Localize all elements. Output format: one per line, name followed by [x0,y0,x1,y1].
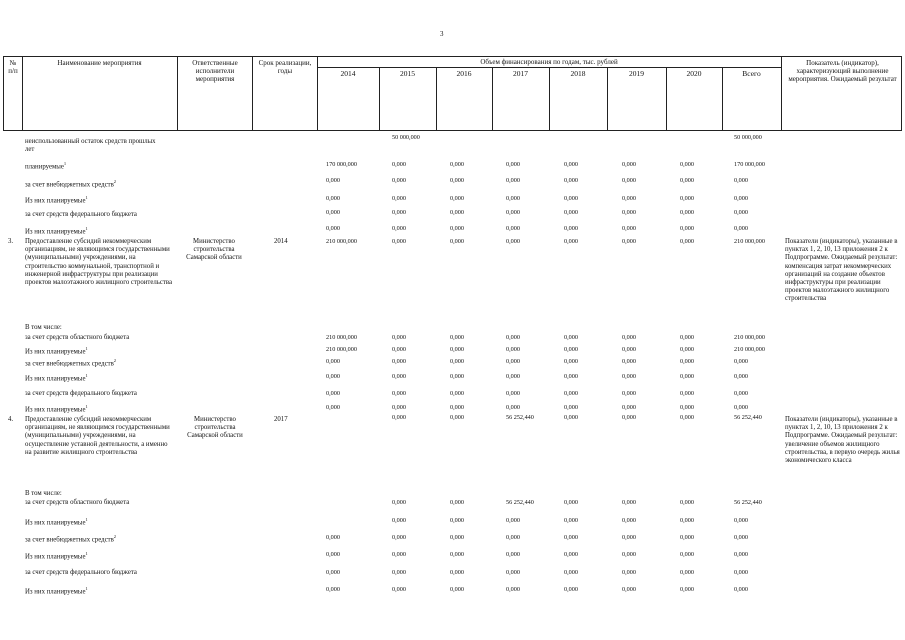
value-cell: 50 000,000 [734,134,762,141]
value-cell: 0,000 [564,551,578,558]
row-label [25,138,165,154]
row-label [25,195,88,204]
row-label [25,334,129,341]
value-cell: 0,000 [392,238,406,245]
value-cell: 0,000 [680,534,694,541]
value-cell: 0,000 [680,334,694,341]
row-label-text: Из них планируемые [25,197,86,205]
header-year: 2018 [570,69,586,78]
value-cell: 170 000,000 [326,161,357,168]
value-cell: 0,000 [506,177,520,184]
value-cell: 0,000 [564,334,578,341]
value-cell: 0,000 [450,499,464,506]
value-cell: 0,000 [680,569,694,576]
value-cell: 0,000 [326,177,340,184]
value-cell: 210 000,000 [326,346,357,353]
value-cell: 0,000 [506,161,520,168]
item-year: 2014 [274,238,288,245]
value-cell: 0,000 [680,404,694,411]
value-cell: 0,000 [450,390,464,397]
value-cell: 0,000 [506,225,520,232]
header-volume: Объем финансирования по годам, тыс. рублей [480,58,618,66]
value-cell: 56 252,440 [734,499,762,506]
value-cell: 0,000 [680,346,694,353]
value-cell: 0,000 [506,569,520,576]
value-cell: 0,000 [450,177,464,184]
item-executor: Министерство строительства Самарской области [187,416,243,440]
value-cell: 0,000 [622,534,636,541]
value-cell: 0,000 [622,346,636,353]
value-cell: 0,000 [622,177,636,184]
value-cell: 0,000 [622,499,636,506]
value-cell: 0,000 [450,225,464,232]
row-label-text: Из них планируемые [25,228,86,236]
value-cell: 0,000 [392,177,406,184]
value-cell: 0,000 [564,346,578,353]
row-label [25,226,88,235]
value-cell: 56 252,440 [506,499,534,506]
header-term: Срок реализации, годы [258,59,312,75]
value-cell: 0,000 [734,390,748,397]
value-cell: 0,000 [622,569,636,576]
value-cell: 0,000 [506,534,520,541]
row-label-text: Из них планируемые [25,553,86,561]
value-cell: 0,000 [734,569,748,576]
header-name: Наименование мероприятия [57,59,142,67]
value-cell: 0,000 [622,334,636,341]
value-cell: 210 000,000 [734,238,765,245]
value-cell: 210 000,000 [734,334,765,341]
value-cell: 0,000 [392,334,406,341]
value-cell: 0,000 [450,517,464,524]
value-cell: 0,000 [564,177,578,184]
value-cell: 0,000 [564,404,578,411]
value-cell: 0,000 [622,373,636,380]
item-number: 4. [8,416,14,423]
row-label [25,179,116,188]
value-cell: 0,000 [564,209,578,216]
item-name: Предоставление субсидий некоммерческим организациям, не являющимся государственными (муниципальными) учреждениями, на осуществление уставной деятельности, а именно на развитие жилищного строительства [25,416,170,456]
row-label-text: Из них планируемые [25,588,86,596]
value-cell: 0,000 [680,238,694,245]
value-cell: 0,000 [326,390,340,397]
item-executor: Министерство строительства Самарской области [186,238,242,262]
included-label: В том числе: [25,490,62,497]
page-number: 3 [440,30,444,38]
value-cell: 0,000 [680,517,694,524]
row-label [25,161,66,170]
row-label-text: за счет средств областного бюджета [25,334,130,341]
value-cell: 0,000 [326,534,340,541]
header-year: 2015 [400,69,415,78]
value-cell: 0,000 [680,225,694,232]
value-cell: 0,000 [680,414,694,421]
row-label [25,346,88,355]
value-cell: 0,000 [450,586,464,593]
value-cell: 0,000 [680,161,694,168]
value-cell: 0,000 [506,209,520,216]
table-header [3,56,902,131]
value-cell: 0,000 [326,551,340,558]
value-cell: 0,000 [392,390,406,397]
header-number: № п/п [8,59,18,75]
value-cell: 0,000 [734,177,748,184]
row-label-text: неиспользованный остаток средств прошлых лет [25,138,156,153]
value-cell: 210 000,000 [326,238,357,245]
header-executors: Ответственные исполнители мероприятия [192,59,238,83]
value-cell: 0,000 [392,225,406,232]
footnote-mark: 1 [85,586,88,591]
value-cell: 0,000 [734,358,748,365]
value-cell: 0,000 [450,404,464,411]
value-cell: 0,000 [506,551,520,558]
value-cell: 0,000 [622,404,636,411]
value-cell: 0,000 [450,551,464,558]
value-cell: 0,000 [506,334,520,341]
included-label: В том числе: [25,324,62,331]
value-cell: 0,000 [734,586,748,593]
value-cell: 0,000 [680,373,694,380]
header-year: 2017 [513,69,528,78]
row-label-text: планируемые [25,163,64,171]
row-label-text: за счет внебюджетных средств [25,181,114,189]
value-cell: 0,000 [506,358,520,365]
footnote-mark: 1 [85,404,88,409]
value-cell: 0,000 [506,195,520,202]
value-cell: 0,000 [734,404,748,411]
value-cell: 0,000 [392,195,406,202]
value-cell: 0,000 [564,534,578,541]
value-cell: 0,000 [734,209,748,216]
row-label [25,569,137,576]
value-cell: 0,000 [450,238,464,245]
footnote-mark: 1 [85,551,88,556]
value-cell: 0,000 [450,414,464,421]
header-year: 2020 [686,69,702,78]
row-label [25,358,116,367]
value-cell: 210 000,000 [734,346,765,353]
value-cell: 50 000,000 [392,134,420,141]
value-cell: 56 252,440 [506,414,534,421]
row-label [25,373,88,382]
value-cell: 0,000 [326,373,340,380]
value-cell: 0,000 [450,373,464,380]
value-cell: 0,000 [326,195,340,202]
row-label-text: за счет средств федерального бюджета [25,569,137,576]
value-cell: 0,000 [392,373,406,380]
row-label [25,499,129,506]
value-cell: 0,000 [506,404,520,411]
value-cell: 0,000 [506,517,520,524]
value-cell: 0,000 [506,346,520,353]
row-label-text: Из них планируемые [25,375,86,383]
value-cell: 0,000 [680,551,694,558]
value-cell: 170 000,000 [734,161,765,168]
value-cell: 0,000 [392,569,406,576]
value-cell: 0,000 [450,209,464,216]
value-cell: 0,000 [506,373,520,380]
value-cell: 0,000 [392,551,406,558]
value-cell: 0,000 [734,517,748,524]
value-cell: 0,000 [622,225,636,232]
value-cell: 0,000 [392,499,406,506]
value-cell: 0,000 [564,517,578,524]
value-cell: 0,000 [734,225,748,232]
value-cell: 0,000 [680,390,694,397]
row-label [25,586,88,595]
value-cell: 0,000 [326,586,340,593]
value-cell: 0,000 [450,569,464,576]
footnote-mark: 1 [85,346,88,351]
value-cell: 0,000 [450,161,464,168]
value-cell: 0,000 [450,534,464,541]
footnote-mark: 2 [113,358,117,363]
value-cell: 0,000 [326,209,340,216]
value-cell: 0,000 [622,161,636,168]
value-cell: 0,000 [326,225,340,232]
value-cell: 0,000 [450,358,464,365]
value-cell: 0,000 [564,161,578,168]
value-cell: 0,000 [734,551,748,558]
row-label-text: за счет средств федерального бюджета [25,211,137,218]
row-label [25,211,137,218]
value-cell: 0,000 [564,586,578,593]
row-label [25,390,137,397]
value-cell: 0,000 [392,404,406,411]
row-label [25,404,88,413]
value-cell: 0,000 [622,358,636,365]
value-cell: 0,000 [622,517,636,524]
row-label-text: за счет средств областного бюджета [25,499,130,506]
value-cell: 0,000 [506,586,520,593]
footnote-mark: 1 [85,517,88,522]
item-year: 2017 [274,416,288,423]
row-label-text: за счет средств федерального бюджета [25,390,137,397]
value-cell: 0,000 [392,358,406,365]
value-cell: 0,000 [680,195,694,202]
value-cell: 0,000 [622,209,636,216]
row-label [25,534,116,543]
footnote-mark: 1 [85,373,88,378]
value-cell: 0,000 [622,195,636,202]
value-cell: 0,000 [326,569,340,576]
header-year: 2016 [456,69,472,78]
value-cell: 0,000 [392,209,406,216]
header-year: Всего [742,69,761,78]
value-cell: 0,000 [564,195,578,202]
value-cell: 0,000 [564,373,578,380]
value-cell: 0,000 [392,161,406,168]
value-cell: 0,000 [392,414,406,421]
value-cell: 0,000 [680,586,694,593]
row-label-text: Из них планируемые [25,519,86,527]
value-cell: 0,000 [326,404,340,411]
row-label-text: за счет внебюджетных средств [25,536,114,544]
value-cell: 0,000 [734,534,748,541]
value-cell: 0,000 [392,534,406,541]
item-name: Предоставление субсидий некоммерческим организациям, не являющимся государственными (муниципальными) учреждениями, на строительство коммунальной, транспортной и инженерной инфраструктуры при реализации проектов малоэтажного жилищного строительства [25,238,173,287]
value-cell: 0,000 [680,499,694,506]
value-cell: 0,000 [450,334,464,341]
value-cell: 0,000 [680,209,694,216]
value-cell: 0,000 [392,346,406,353]
item-indicator: Показатели (индикаторы), указанные в пунктах 1, 2, 10, 13 приложения 2 к Подпрограмме. Ожидаемый результат: увеличение объемов жилищного строительства, в первую очередь жилья экономического класса [785,416,900,465]
value-cell: 0,000 [326,358,340,365]
value-cell: 0,000 [564,499,578,506]
value-cell: 0,000 [564,414,578,421]
row-label-text: Из них планируемые [25,406,86,414]
row-label [25,551,88,560]
value-cell: 0,000 [564,358,578,365]
value-cell: 0,000 [622,390,636,397]
footnote-mark: 2 [113,534,117,539]
item-indicator: Показатели (индикаторы), указанные в пунктах 1, 2, 10, 13 приложения 2 к Подпрограмме. Ожидаемый результат: компенсация затрат некоммерческих организаций на создание объектов инфраструктуры при реализации проектов малоэтажного жилищного строительства [785,238,898,303]
row-label [25,517,88,526]
value-cell: 0,000 [622,414,636,421]
value-cell: 210 000,000 [326,334,357,341]
header-indicator: Показатель (индикатор), характеризующий выполнение мероприятия. Ожидаемый результат [788,59,897,83]
header-year: 2014 [340,69,356,78]
value-cell: 56 252,440 [734,414,762,421]
value-cell: 0,000 [734,373,748,380]
footnote-mark: 2 [113,179,117,184]
footnote-mark: 1 [63,161,67,166]
value-cell: 0,000 [734,195,748,202]
value-cell: 0,000 [564,390,578,397]
footnote-mark: 1 [85,226,88,231]
header-year: 2019 [629,69,644,78]
value-cell: 0,000 [506,238,520,245]
value-cell: 0,000 [680,177,694,184]
value-cell: 0,000 [450,346,464,353]
row-label-text: за счет внебюджетных средств [25,360,114,368]
value-cell: 0,000 [392,586,406,593]
value-cell: 0,000 [450,195,464,202]
value-cell: 0,000 [622,551,636,558]
value-cell: 0,000 [564,225,578,232]
value-cell: 0,000 [622,238,636,245]
value-cell: 0,000 [680,358,694,365]
value-cell: 0,000 [506,390,520,397]
row-label-text: Из них планируемые [25,348,86,356]
value-cell: 0,000 [622,586,636,593]
footnote-mark: 1 [85,195,88,200]
value-cell: 0,000 [564,238,578,245]
value-cell: 0,000 [564,569,578,576]
value-cell: 0,000 [392,517,406,524]
item-number: 3. [8,238,14,245]
